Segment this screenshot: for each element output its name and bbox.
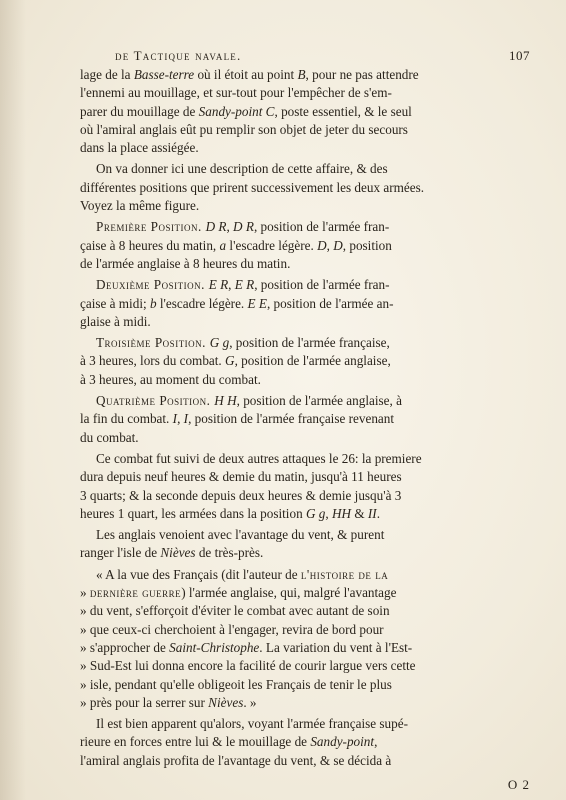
text-run: , [374,734,378,750]
text-line [80,139,536,157]
text-line [80,450,536,468]
small-caps-text: Troisième Position. [96,335,210,351]
text-line [80,276,536,294]
text-run: , position de l'armée française, [229,335,390,351]
text-run: ranger l'isle de [80,545,161,561]
text-run: » près pour la serrer sur [80,694,209,710]
text-line [80,160,536,178]
text-line [80,694,536,712]
text-run: parer du mouillage de [80,103,199,119]
text-run: . La variation du vent à l'Est- [259,639,413,655]
text-run: l'escadre légère. [226,237,318,253]
italic-text: I [172,411,178,427]
text-run: » du vent, s'efforçoit d'éviter le combat avec autant de soin [80,603,390,619]
italic-text: E E [247,295,267,311]
text-run: , [226,219,234,235]
italic-text: D R [205,219,227,235]
italic-text: G g [209,335,230,351]
text-line [80,197,536,215]
running-title: de Tactique navale. [115,48,242,63]
gutter-shadow [0,0,26,800]
italic-text: H H [214,393,237,409]
text-run: » isle, pendant qu'elle obligeoit les Français de tenir le plus [80,676,392,692]
text-run: , position de l'armée fran- [253,219,390,235]
text-run: lage de la [80,67,134,82]
text-line [80,352,536,370]
text-run: Ce combat fut suivi de deux autres attaques le 26: la premiere [96,450,422,466]
text-run: , position de l'armée anglaise, à [236,393,402,409]
text-line [80,544,536,562]
text-line [80,84,536,102]
text-line [80,121,536,139]
italic-text: G g [305,505,326,521]
text-run: , position de l'armée française revenant [188,411,395,427]
text-line [80,715,536,733]
italic-text: Basse-terre [133,67,195,82]
text-line [80,468,536,486]
italic-text: HH [331,505,352,521]
text-run: la fin du combat. [80,411,173,427]
italic-text: I [183,411,189,427]
text-run: 3 quarts; & la seconde depuis deux heures & demie jusqu'à 3 [80,487,402,503]
text-run: dans la place assiégée. [80,140,199,156]
text-run: « A la vue des Français (dit l'auteur de [96,566,301,582]
text-run: » s'approcher de [80,639,170,655]
text-run: dura depuis neuf heures & demie du matin, jusqu'à 11 heures [80,469,402,485]
text-line [80,505,536,523]
text-run: du combat. [80,429,139,445]
text-run: de très-près. [195,545,264,561]
text-line [80,255,536,273]
text-line [80,313,536,331]
text-line [80,566,536,584]
text-line [80,639,536,657]
italic-text: a [219,237,227,253]
small-caps-text: Deuxième Position. [96,277,209,293]
small-caps-text: l'histoire de la [300,566,389,582]
text-run: , [325,505,332,521]
italic-text: Saint-Christophe [169,639,260,655]
page-number: 107 [509,48,530,63]
text-run: , [177,411,184,427]
italic-text: b [149,295,157,311]
italic-text: G [225,353,235,369]
italic-text: B [297,67,306,82]
page-header [80,48,536,66]
italic-text: E R [208,277,229,293]
text-run: Voyez la même figure. [80,198,200,214]
text-run: à 3 heures, au moment du combat. [80,371,261,387]
text-line [80,657,536,675]
text-line [80,733,536,751]
text-line [80,179,536,197]
text-run: , pour ne pas attendre [305,67,419,82]
text-run: de l'armée anglaise à 8 heures du matin. [80,255,291,271]
text-run: l'escadre légère. [156,295,248,311]
italic-text: D [317,237,327,253]
signature-mark: O 2 [507,777,530,792]
text-line [80,334,536,352]
text-run: , [228,277,235,293]
text-run: ) l'armée anglaise, qui, malgré l'avantage [181,585,397,601]
italic-text: Sandy-point C [198,103,275,119]
text-run: glaise à midi. [80,313,151,329]
text-run: Les anglais venoient avec l'avantage du vent, & purent [96,527,385,543]
italic-text: E R [234,277,255,293]
text-line [80,295,536,313]
text-run: . [376,505,380,521]
text-line [80,429,536,447]
small-caps-text: Première Position. [96,219,206,235]
small-caps-text: Quatrième Position. [96,393,215,409]
text-run: , [326,237,334,253]
text-run: . » [243,694,257,710]
italic-text: D [333,237,343,253]
text-run: , position de l'armée fran- [254,277,390,293]
text-run: rieure en forces entre lui & le mouillage de [80,734,311,750]
text-run: On va donner ici une description de cette affaire, & des [96,161,388,177]
text-run: çaise à 8 heures du matin, [80,237,220,253]
text-line [80,676,536,694]
italic-text: Sandy-point [310,734,375,750]
italic-text: Nièves [160,545,196,561]
text-line [80,371,536,389]
text-line [80,752,536,770]
text-line [80,237,536,255]
italic-text: D R [233,219,254,235]
text-line [80,66,536,84]
text-line [80,621,536,639]
text-run: , poste essentiel, & le seul [274,103,412,119]
text-run: différentes positions que prirent successivement les deux armées. [80,179,424,195]
small-caps-text: dernière guerre [89,585,182,601]
text-run: l'ennemi au mouillage, et sur-tout pour l'empêcher de s'em- [80,85,392,101]
text-run: & [351,505,368,521]
text-line [80,487,536,505]
text-run: » [80,585,90,601]
text-line [80,584,536,602]
text-run: » Sud-Est lui donna encore la facilité de courir largue vers cette [80,658,416,674]
text-line [80,602,536,620]
text-line [80,410,536,428]
text-run: , position de l'armée anglaise, [234,353,391,369]
text-run: Il est bien apparent qu'alors, voyant l'armée française supé- [96,716,408,732]
text-run: l'amiral anglais profita de l'avantage du vent, & se décida à [80,752,392,768]
text-run: heures 1 quart, les armées dans la position [80,505,306,521]
text-run: » que ceux-ci cherchoient à l'engager, revira de bord pour [80,621,384,637]
text-run: , position de l'armée an- [266,295,394,311]
body-text [80,66,536,770]
italic-text: Nièves [208,694,244,710]
text-line [80,218,536,236]
text-run: où l'amiral anglais eût pu remplir son objet de jeter du secours [80,121,408,137]
text-run: çaise à midi; [80,295,150,311]
text-line [80,526,536,544]
text-run: , position [342,237,392,253]
text-line [80,392,536,410]
italic-text: II [367,505,377,521]
text-run: à 3 heures, lors du combat. [80,353,226,369]
text-run: où il étoit au point [194,67,298,82]
text-line [80,103,536,121]
